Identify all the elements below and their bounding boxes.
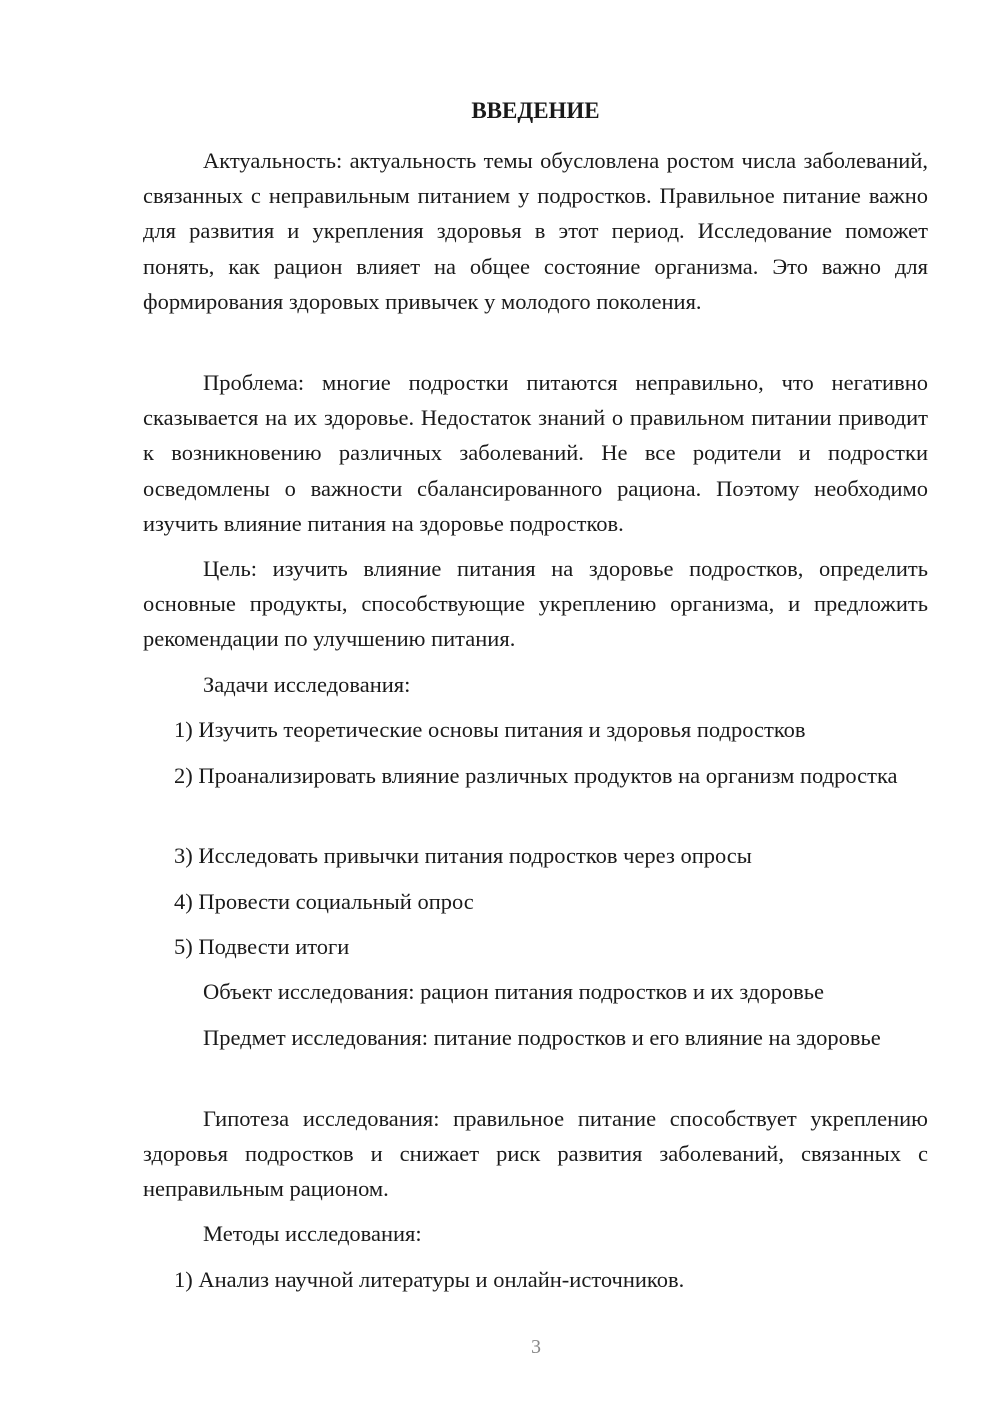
page-number: 3 xyxy=(531,1336,541,1358)
relevance-paragraph: Актуальность: актуальность темы обусловлена ростом числа заболеваний, связанных с неправильным питанием у подростков. Правильное питание важно для развития и укрепления здоровья в этот период. Исследование поможет понять, как рацион влияет на общее состояние организма. Это важно для формирования здоровых привычек у молодого поколения. xyxy=(143,148,928,314)
tasks-heading: Задачи исследования: xyxy=(203,672,411,697)
task-item: 3) Исследовать привычки питания подростков через опросы xyxy=(174,843,752,868)
task-item: 4) Провести социальный опрос xyxy=(174,889,474,914)
task-item: 2) Проанализировать влияние различных продуктов на организм подростка xyxy=(174,763,898,788)
task-item: 1) Изучить теоретические основы питания и здоровья подростков xyxy=(174,717,806,742)
method-item: 1) Анализ научной литературы и онлайн-источников. xyxy=(174,1267,685,1292)
hypothesis-paragraph: Гипотеза исследования: правильное питание способствует укреплению здоровья подростков и снижает риск развития заболеваний, связанных с неправильным рационом. xyxy=(143,1106,928,1202)
task-item: 5) Подвести итоги xyxy=(174,934,350,959)
subject-paragraph: Предмет исследования: питание подростков и его влияние на здоровье xyxy=(203,1025,881,1050)
methods-heading: Методы исследования: xyxy=(203,1221,422,1246)
goal-paragraph: Цель: изучить влияние питания на здоровье подростков, определить основные продукты, способствующие укреплению организма, и предложить рекомендации по улучшению питания. xyxy=(143,556,928,652)
page-title: ВВЕДЕНИЕ xyxy=(471,98,600,123)
problem-paragraph: Проблема: многие подростки питаются неправильно, что негативно сказывается на их здоровье. Недостаток знаний о правильном питании приводит к возникновению различных заболеваний. Не все родители и подростки осведомлены о важности сбалансированного рациона. Поэтому необходимо изучить влияние питания на здоровье подростков. xyxy=(143,370,928,536)
object-paragraph: Объект исследования: рацион питания подростков и их здоровье xyxy=(203,979,824,1004)
